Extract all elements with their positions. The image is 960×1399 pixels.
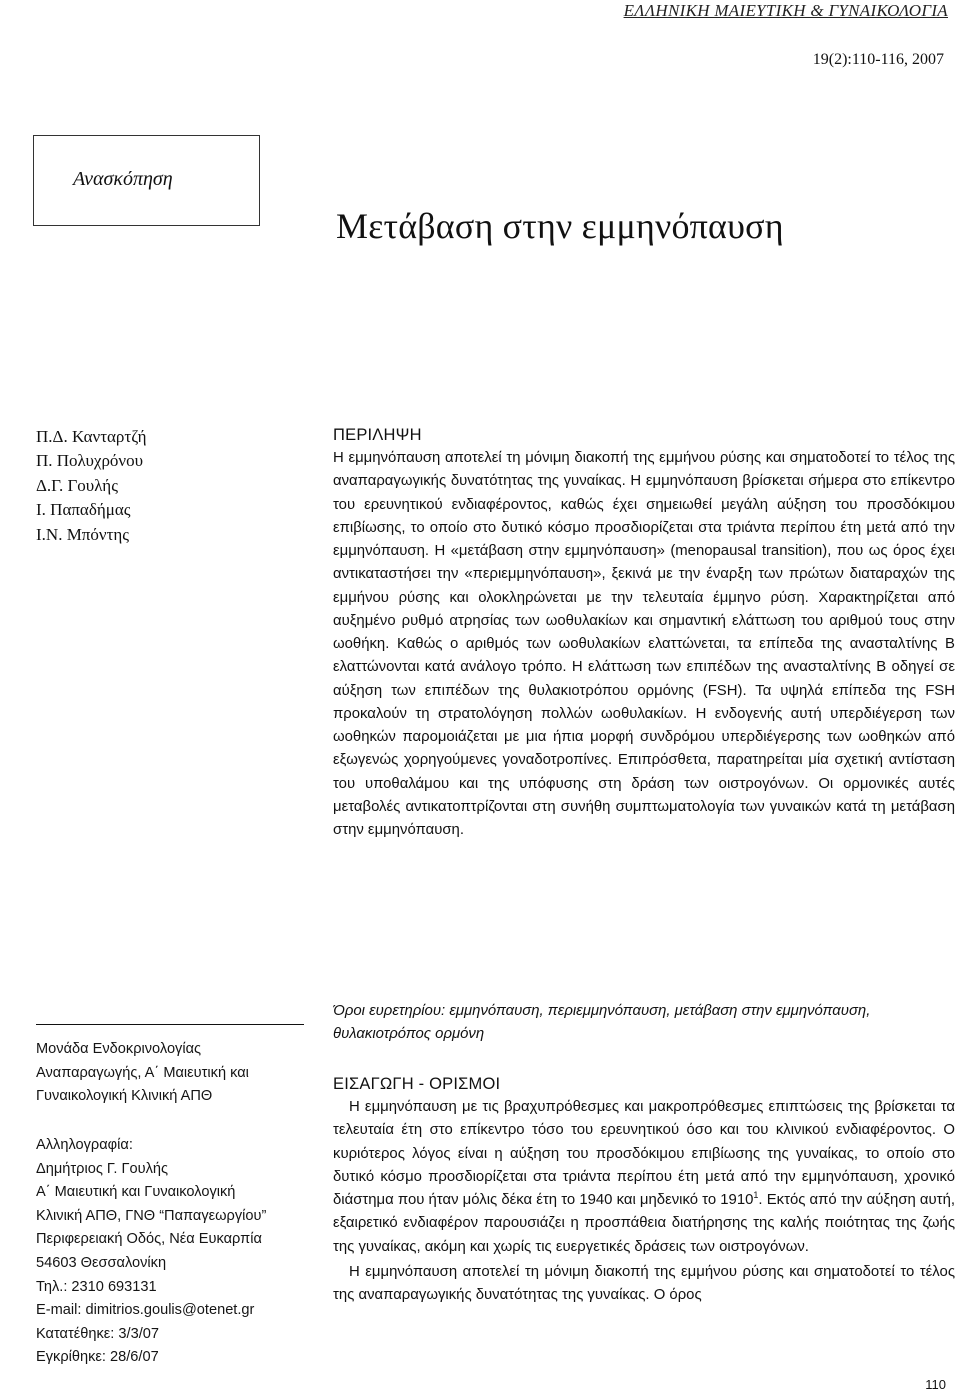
keywords-label: Όροι ευρετηρίου:	[333, 1003, 446, 1019]
author-list	[36, 425, 147, 547]
keywords	[333, 1000, 955, 1047]
citation: 19(2):110-116, 2007	[812, 51, 944, 68]
page-number: 110	[925, 1377, 946, 1392]
author: Δ.Γ. Γουλής	[36, 475, 118, 495]
accepted-date: Εγκρίθηκε: 28/6/07	[36, 1349, 159, 1366]
article-title: Μετάβαση στην εμμηνόπαυση	[336, 206, 784, 246]
affiliation-line: Γυναικολογική Κλινική ΑΠΘ	[36, 1088, 213, 1105]
correspondence-line: Κλινική ΑΠΘ, ΓΝΘ “Παπαγεωργίου”	[36, 1207, 267, 1224]
abstract-heading: ΠΕΡΙΛΗΨΗ	[333, 426, 422, 444]
introduction-paragraph	[333, 1096, 955, 1259]
correspondence-line: Περιφερειακή Οδός, Νέα Ευκαρπία	[36, 1231, 262, 1248]
article-type: Ανασκόπηση	[73, 168, 173, 190]
journal-name: ΕΛΛΗΝΙΚΗ ΜΑΙΕΥΤΙΚΗ & ΓΥΝΑΙΚΟΛΟΓΙΑ	[623, 1, 948, 20]
author: Ι.Ν. Μπόντης	[36, 524, 130, 544]
correspondence-label: Αλληλογραφία:	[36, 1137, 133, 1153]
abstract-section	[333, 423, 955, 842]
correspondence-line: Α΄ Μαιευτική και Γυναικολογική	[36, 1184, 236, 1201]
introduction-paragraph: Η εμμηνόπαυση αποτελεί τη μόνιμη διακοπή της εμμήνου ρύσης και σηματοδοτεί το τέλος της αναπαραγωγικής δυνατότητας της γυναίκας. Ο όρος	[333, 1263, 955, 1303]
intro-text: Η εμμηνόπαυση με τις βραχυπρόθεσμες και μακροπρόθεσμες επιπτώσεις της βρίσκεται τα τελευταία έτη στο επίκεντρο τόσο του ερευνητικού όσο και του κλινικού ενδιαφέροντος. Ο κυριότερος λόγος είναι η αύξηση του προσδόκιμου επιβίωσης της γυναίκας, το οποίο στο δυτικό κόσμο προσδιορίζεται στα τριάντα περίπου έτη μετά από την εμμηνόπαυση, χρονικό διάστημα που ήταν μόλις δέκα έτη το 1940 και μηδενικό το 1910	[333, 1099, 955, 1208]
affiliation-unit	[36, 1038, 249, 1109]
email[interactable]: E-mail: dimitrios.goulis@otenet.gr	[36, 1302, 255, 1319]
correspondence-line: 54603 Θεσσαλονίκη	[36, 1254, 167, 1271]
keywords-section	[333, 1000, 955, 1047]
author: Π. Πολυχρόνου	[36, 451, 144, 471]
sidebar-divider	[36, 1024, 304, 1025]
introduction-section	[333, 1072, 955, 1307]
affiliation-line: Αναπαραγωγής, Α΄ Μαιευτική και	[36, 1064, 249, 1081]
introduction-heading: ΕΙΣΑΓΩΓΗ - ΟΡΙΣΜΟΙ	[333, 1075, 501, 1093]
author: Ι. Παπαδήμας	[36, 500, 131, 520]
keywords-text: εμμηνόπαυση, περιεμμηνόπαυση, μετάβαση στην εμμηνόπαυση, θυλακιοτρόπος ορμόνη	[333, 1003, 871, 1043]
correspondence-block	[36, 1134, 266, 1370]
abstract-text: Η εμμηνόπαυση αποτελεί τη μόνιμη διακοπή της εμμήνου ρύσης και σηματοδοτεί το τέλος της αναπαραγωγικής δυνατότητας της γυναίκας. Η εμμηνόπαυση βρίσκεται σήμερα στο επίκεντρο του ερευνητικού ενδιαφέροντος, καθώς έχει σημειωθεί μεγάλη αύξηση του προσδόκιμου επιβίωσης, το οποίο στο δυτικό κόσμο προσδιορίζεται στα τριάντα περίπου έτη μετά από την εμμηνόπαυση. Η «μετάβαση στην εμμηνόπαυση» (menopausal transition), που ως όρος έχει αντικαταστήσει την «περιεμμηνόπαυση», ξεκινά με την έναρξη των πρώτων διαταραχών της εμμήνου ρύσης και ολοκληρώνεται με την τελευταία έμμηνο ρύση. Χαρακτηρίζεται από αυξημένο ρυθμό ατρησίας των ωοθυλακίων και σημαντική ελάττωση του αριθμού τους στην ωοθήκη. Καθώς ο αριθμός των ωοθυλακίων ελαττώνεται, τα επίπεδα της ανασταλτίνης Β ελαττώνονται κατά ανάλογο τρόπο. Η ελάττωση των επιπέδων της ανασταλτίνης Β οδηγεί σε αύξηση των επιπέδων της θυλακιοτρόπου ορμόνης (FSH). Τα υψηλά επίπεδα της FSH προκαλούν τη στρατολόγηση πολλών ωοθυλακίων. Η ενδογενής αυτή υπερδιέγερση των ωοθηκών παρομοιάζεται με μια ήπια μορφή συνδρόμου υπερδιέγερσης των ωοθηκών από εξωγενώς χορηγούμενες γοναδοτροπίνες. Επιπρόσθετα, παρατηρείται μία σχετική αντίσταση του υποθαλάμου και της υπόφυσης στη δράση των οιστρογόνων. Οι ορμονικές αυτές μεταβολές αντικατοπτρίζονται στη συνήθη συμπτωματολογία των γυναικών κατά τη μετάβαση στην εμμηνόπαυση.	[333, 450, 955, 838]
phone: Τηλ.: 2310 693131	[36, 1278, 157, 1295]
author: Π.Δ. Κανταρτζή	[36, 427, 147, 446]
affiliation-line: Μονάδα Ενδοκρινολογίας	[36, 1041, 202, 1057]
correspondence-line: Δημήτριος Γ. Γουλής	[36, 1160, 169, 1177]
reference-mark[interactable]: 1	[753, 1190, 759, 1201]
intro-text: . Εκτός από την αύξηση αυτή, εξαιρετικό ενδιαφέρον παρουσιάζει η προσπάθεια διατήρησης της καλής ποιότητας της ζωής της γυναίκας, ακόμη και χωρίς τις ευεργετικές δράσεις των οιστρογόνων.	[333, 1192, 955, 1255]
submitted-date: Κατατέθηκε: 3/3/07	[36, 1325, 159, 1342]
